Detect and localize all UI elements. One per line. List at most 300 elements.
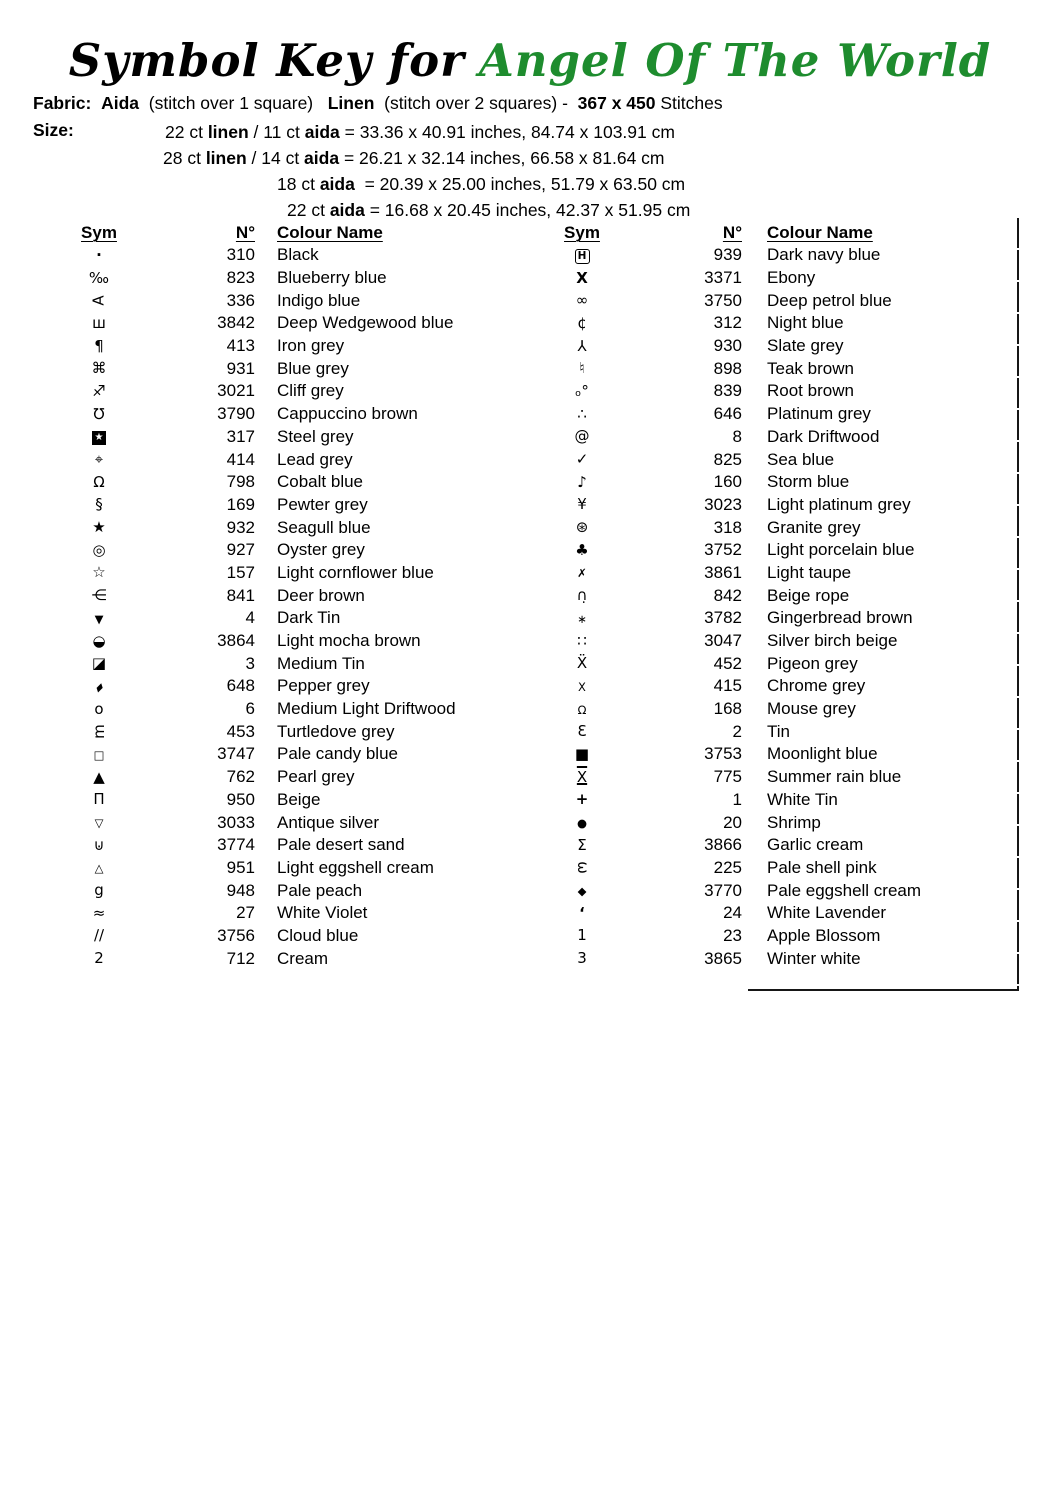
colour-name: Lead grey <box>277 449 353 469</box>
colour-name: White Lavender <box>767 903 887 923</box>
thread-number: 157 <box>226 562 255 582</box>
thread-number: 414 <box>226 449 255 469</box>
key-row <box>75 698 537 721</box>
stitch-symbol: ● <box>576 816 588 831</box>
colour-name: Apple Blossom <box>767 925 881 945</box>
colour-name: Teak brown <box>767 358 854 378</box>
key-row <box>558 584 994 607</box>
symbol-cell <box>75 452 123 467</box>
stitch-symbol: ■ <box>574 744 590 763</box>
colour-name: Dark Tin <box>277 608 341 628</box>
symbol-cell <box>558 903 606 922</box>
key-row <box>75 675 537 698</box>
size-line <box>287 197 690 223</box>
stitch-symbol: ✗ <box>577 566 587 581</box>
symbol-cell <box>75 792 123 807</box>
thread-number: 3782 <box>704 608 742 628</box>
symbol-cell <box>558 247 606 264</box>
colour-name: Mouse grey <box>767 699 856 719</box>
symbol-cell <box>75 245 123 264</box>
symbol-cell <box>558 540 606 559</box>
symbol-cell <box>75 336 123 355</box>
symbol-cell <box>75 860 123 875</box>
symbol-cell <box>75 381 123 400</box>
colour-name: Chrome grey <box>767 676 866 696</box>
symbol-cell <box>75 656 123 671</box>
key-row <box>75 244 537 267</box>
symbol-cell <box>75 268 123 287</box>
colour-name: Light taupe <box>767 562 852 582</box>
symbol-cell <box>75 631 123 650</box>
key-row <box>75 630 537 653</box>
key-row <box>558 471 994 494</box>
thread-number: 310 <box>226 245 255 265</box>
header-number: N° <box>235 222 255 242</box>
key-row <box>75 879 537 902</box>
text-segment: aida <box>329 200 365 220</box>
thread-number: 3371 <box>704 268 742 288</box>
stitch-symbol: ‘ <box>579 903 585 922</box>
symbol-cell <box>558 497 606 512</box>
key-row <box>75 857 537 880</box>
symbol-cell <box>75 361 123 376</box>
page-title <box>0 34 1060 87</box>
colour-name: Light platinum grey <box>767 494 911 514</box>
symbol-cell <box>75 883 123 898</box>
symbol-cell <box>75 497 123 512</box>
symbol-cell <box>75 428 123 445</box>
symbol-cell <box>75 951 123 966</box>
size-line <box>163 145 690 171</box>
symbol-cell <box>558 520 606 535</box>
thread-number: 452 <box>713 653 742 673</box>
key-header-row <box>558 221 994 244</box>
text-segment: 22 ct <box>165 122 208 142</box>
stitch-symbol: + <box>575 790 589 809</box>
colour-name: Platinum grey <box>767 404 871 424</box>
symbol-cell <box>558 744 606 763</box>
stitch-symbol: Ω <box>577 702 587 717</box>
text-segment: 28 ct <box>163 148 206 168</box>
symbol-cell <box>75 815 123 830</box>
thread-number: 1 <box>732 789 742 809</box>
colour-name: Pale desert sand <box>277 835 405 855</box>
key-row <box>558 607 994 630</box>
thread-number: 20 <box>723 812 742 832</box>
stitch-symbol: ℧ <box>93 404 105 423</box>
size-line <box>165 119 690 145</box>
thread-number: 2 <box>732 721 742 741</box>
key-row <box>75 720 537 743</box>
thread-number: 931 <box>226 358 255 378</box>
thread-number: 3023 <box>704 494 742 514</box>
colour-name: Silver birch beige <box>767 631 898 651</box>
symbol-cell <box>75 903 123 922</box>
symbol-cell <box>558 835 606 854</box>
thread-number: 4 <box>245 608 255 628</box>
colour-name: Light cornflower blue <box>277 562 434 582</box>
thread-number: 3864 <box>217 631 255 651</box>
stitch-symbol: ≈ <box>92 903 106 922</box>
key-row <box>558 766 994 789</box>
key-row <box>75 743 537 766</box>
thread-number: 3750 <box>704 290 742 310</box>
fabric-info-line <box>33 93 723 114</box>
symbol-cell <box>558 429 606 444</box>
key-row <box>75 289 537 312</box>
symbol-cell <box>558 631 606 650</box>
symbol-cell <box>75 565 123 580</box>
stitch-symbol: ★ <box>92 518 106 537</box>
stitch-symbol: Σ <box>577 835 587 854</box>
stitch-symbol: ♐ <box>92 381 106 400</box>
colour-name: Deep petrol blue <box>767 290 892 310</box>
thread-number: 3866 <box>704 835 742 855</box>
thread-number: 950 <box>226 789 255 809</box>
key-row <box>75 403 537 426</box>
key-row <box>558 448 994 471</box>
thread-number: 939 <box>713 245 742 265</box>
stitch-symbol: § <box>95 495 103 514</box>
symbol-cell <box>75 679 123 694</box>
thread-number: 3 <box>245 653 255 673</box>
key-row <box>558 426 994 449</box>
symbol-cell <box>558 404 606 423</box>
thread-number: 948 <box>226 880 255 900</box>
colour-name: Dark Driftwood <box>767 426 880 446</box>
thread-number: 898 <box>713 358 742 378</box>
thread-number: 823 <box>226 268 255 288</box>
thread-number: 3033 <box>217 812 255 832</box>
key-row <box>75 811 537 834</box>
stitch-symbol: ◪ <box>91 654 107 673</box>
key-row <box>75 652 537 675</box>
text-segment <box>91 93 101 113</box>
colour-name: Night blue <box>767 313 844 333</box>
colour-name: White Violet <box>277 903 368 923</box>
symbol-cell <box>75 540 123 559</box>
symbol-cell <box>75 724 123 739</box>
colour-name: Steel grey <box>277 426 354 446</box>
stitch-symbol: ⅄ <box>577 336 587 355</box>
key-row <box>558 698 994 721</box>
stitch-symbol: ✓ <box>575 450 589 469</box>
symbol-cell <box>558 883 606 898</box>
colour-name: Winter white <box>767 948 861 968</box>
key-row <box>558 630 994 653</box>
symbol-cell <box>75 767 123 786</box>
stitch-symbol: ♮ <box>579 359 585 378</box>
thread-number: 8 <box>732 426 742 446</box>
text-segment: linen <box>205 148 247 168</box>
key-row <box>558 539 994 562</box>
stitch-symbol: 3 <box>577 949 587 968</box>
stitch-symbol: △ <box>94 861 104 876</box>
key-row <box>558 289 994 312</box>
stitch-symbol: A <box>89 295 108 306</box>
colour-name: Beige <box>277 789 321 809</box>
text-segment: (stitch over 1 square) <box>139 93 328 113</box>
key-row <box>558 380 994 403</box>
symbol-cell <box>558 381 606 400</box>
text-segment: = 16.68 x 20.45 inches, 42.37 x 51.95 cm <box>364 200 691 220</box>
symbol-cell <box>558 268 606 287</box>
colour-name: Medium Light Driftwood <box>277 699 456 719</box>
stitch-symbol: X <box>578 679 586 694</box>
key-row <box>75 516 537 539</box>
stitch-symbol: ‰ <box>88 268 110 287</box>
stitch-symbol: Ɛ <box>577 722 587 741</box>
key-row <box>558 879 994 902</box>
thread-number: 453 <box>226 721 255 741</box>
text-segment: = 26.21 x 32.14 inches, 66.58 x 81.64 cm <box>339 148 665 168</box>
colour-name: Seagull blue <box>277 517 371 537</box>
stitch-symbol: · <box>96 245 102 264</box>
stitch-symbol: ⋲ <box>91 586 107 605</box>
colour-name: Storm blue <box>767 472 850 492</box>
key-row <box>75 380 537 403</box>
thread-number: 712 <box>226 948 255 968</box>
symbol-cell <box>75 588 123 603</box>
colour-name: Moonlight blue <box>767 744 878 764</box>
symbol-cell <box>558 679 606 694</box>
colour-name: Light mocha brown <box>277 631 421 651</box>
symbol-cell <box>558 702 606 717</box>
text-segment: = 20.39 x 25.00 inches, 51.79 x 63.50 cm <box>354 174 686 194</box>
stitch-symbol: ★ <box>92 431 106 445</box>
colour-name: Deep Wedgewood blue <box>277 313 454 333</box>
symbol-cell <box>558 767 606 786</box>
key-row <box>75 584 537 607</box>
colour-name: Tin <box>767 721 790 741</box>
colour-name: Iron grey <box>277 336 345 356</box>
key-row <box>558 743 994 766</box>
size-line <box>277 171 690 197</box>
key-row <box>558 789 994 812</box>
key-row <box>558 857 994 880</box>
symbol-cell <box>558 656 606 671</box>
thread-number: 3861 <box>704 562 742 582</box>
thread-number: 27 <box>236 903 255 923</box>
text-segment: Aida <box>101 93 140 113</box>
thread-number: 415 <box>713 676 742 696</box>
key-row <box>75 539 537 562</box>
symbol-cell <box>558 565 606 580</box>
stitch-symbol: □ <box>93 747 105 762</box>
key-row <box>558 562 994 585</box>
symbol-cell <box>558 452 606 467</box>
stitch-symbol: ₒ° <box>575 381 589 400</box>
thread-number: 3865 <box>704 948 742 968</box>
thread-number: 23 <box>723 925 742 945</box>
thread-number: 825 <box>713 449 742 469</box>
title-subject: Angel Of The World <box>478 34 992 87</box>
header-sym: Sym <box>564 223 600 242</box>
colour-name: White Tin <box>767 789 838 809</box>
thread-number: 646 <box>713 404 742 424</box>
symbol-cell <box>558 928 606 943</box>
colour-name: Pepper grey <box>277 676 370 696</box>
stitch-symbol: H <box>575 249 590 264</box>
text-segment: Fabric: <box>33 93 92 113</box>
key-row <box>75 471 537 494</box>
thread-number: 648 <box>226 676 255 696</box>
header-colour-name: Colour Name <box>277 222 383 242</box>
colour-name: Cloud blue <box>277 925 359 945</box>
key-row <box>75 448 537 471</box>
key-header-row <box>75 221 537 244</box>
text-segment: 18 ct <box>277 174 320 194</box>
symbol-cell <box>75 520 123 535</box>
colour-name: Pewter grey <box>277 494 368 514</box>
stitch-symbol: ∩̣ <box>576 586 588 605</box>
text-segment: 367 x 450 <box>577 93 656 113</box>
thread-number: 3021 <box>217 381 255 401</box>
colour-name: Turtledove grey <box>277 721 395 741</box>
colour-name: Indigo blue <box>277 290 361 310</box>
stitch-symbol: Ẍ <box>576 654 588 673</box>
table-border-bottom <box>748 989 1019 991</box>
symbol-cell <box>558 588 606 603</box>
symbol-cell <box>75 747 123 762</box>
symbol-cell <box>558 611 606 626</box>
stitch-symbol: ☆ <box>92 563 106 582</box>
key-row <box>558 267 994 290</box>
stitch-symbol: ◆ <box>577 884 587 899</box>
key-row <box>558 834 994 857</box>
key-row <box>75 766 537 789</box>
colour-name: Antique silver <box>277 812 380 832</box>
symbol-cell <box>75 611 123 626</box>
stitch-symbol: Π <box>93 790 105 809</box>
text-segment: (stitch over 2 squares) - <box>374 93 578 113</box>
thread-number: 336 <box>226 290 255 310</box>
thread-number: 841 <box>226 585 255 605</box>
thread-number: 225 <box>713 857 742 877</box>
symbol-cell <box>558 951 606 966</box>
thread-number: 312 <box>713 313 742 333</box>
thread-number: 798 <box>226 472 255 492</box>
key-row <box>75 607 537 630</box>
text-segment: Stitches <box>655 93 723 113</box>
colour-name: Pale peach <box>277 880 363 900</box>
stitch-symbol: ⊛ <box>575 518 589 537</box>
text-segment: linen <box>207 122 249 142</box>
text-segment: Linen <box>327 93 375 113</box>
symbol-cell <box>558 336 606 355</box>
symbol-cell <box>75 313 123 332</box>
header-colour-name: Colour Name <box>767 222 873 242</box>
stitch-symbol: ▼ <box>94 611 104 626</box>
text-segment: aida <box>304 148 340 168</box>
key-row <box>558 494 994 517</box>
colour-name: Summer rain blue <box>767 767 902 787</box>
colour-name: Beige rope <box>767 585 850 605</box>
symbol-cell <box>558 293 606 308</box>
text-segment: aida <box>319 174 355 194</box>
stitch-symbol: ∞ <box>575 291 589 310</box>
thread-number: 3753 <box>704 744 742 764</box>
colour-name: Pearl grey <box>277 767 355 787</box>
colour-name: Cliff grey <box>277 381 344 401</box>
key-row <box>75 902 537 925</box>
header-number: N° <box>722 222 742 242</box>
thread-number: 930 <box>713 336 742 356</box>
stitch-symbol: ш <box>92 313 106 332</box>
stitch-symbol: ⊍ <box>93 835 105 854</box>
key-row <box>75 267 537 290</box>
thread-number: 168 <box>713 699 742 719</box>
symbol-key-column-right <box>558 221 994 970</box>
key-row <box>75 426 537 449</box>
symbol-cell <box>75 472 123 491</box>
symbol-cell <box>558 860 606 875</box>
thread-number: 413 <box>226 336 255 356</box>
thread-number: 3770 <box>704 880 742 900</box>
thread-number: 3774 <box>217 835 255 855</box>
size-label: Size: <box>33 120 74 140</box>
stitch-symbol: m <box>89 724 108 740</box>
key-row <box>558 403 994 426</box>
stitch-symbol: ▽ <box>94 816 104 831</box>
thread-number: 951 <box>226 857 255 877</box>
symbol-cell <box>558 472 606 491</box>
stitch-symbol: 2 <box>94 949 104 968</box>
thread-number: 317 <box>226 426 255 446</box>
colour-name: Cobalt blue <box>277 472 364 492</box>
key-row <box>75 312 537 335</box>
colour-name: Granite grey <box>767 517 861 537</box>
thread-number: 3747 <box>217 744 255 764</box>
text-segment: aida <box>304 122 340 142</box>
table-border-right <box>1017 218 1019 991</box>
thread-number: 318 <box>713 517 742 537</box>
symbol-cell <box>75 293 123 308</box>
colour-name: Pale eggshell cream <box>767 880 922 900</box>
colour-name: Garlic cream <box>767 835 864 855</box>
header-sym: Sym <box>81 223 117 242</box>
colour-name: Root brown <box>767 381 854 401</box>
key-row <box>75 357 537 380</box>
thread-number: 932 <box>226 517 255 537</box>
stitch-symbol: ∴ <box>577 404 587 423</box>
colour-name: Blueberry blue <box>277 268 387 288</box>
key-row <box>75 925 537 948</box>
stitch-symbol: ∗ <box>577 611 587 626</box>
thread-number: 3842 <box>217 313 255 333</box>
key-row <box>75 562 537 585</box>
colour-name: Medium Tin <box>277 653 365 673</box>
thread-number: 160 <box>713 472 742 492</box>
thread-number: 3752 <box>704 540 742 560</box>
stitch-symbol: ω <box>573 861 592 875</box>
thread-number: 839 <box>713 381 742 401</box>
key-row <box>558 652 994 675</box>
symbol-cell <box>75 404 123 423</box>
size-lines <box>0 119 690 223</box>
stitch-symbol: ▰ <box>90 679 107 696</box>
stitch-symbol: ◎ <box>92 540 106 559</box>
text-segment: / 14 ct <box>246 148 305 168</box>
thread-number: 24 <box>723 903 742 923</box>
stitch-symbol: ♣ <box>575 540 589 559</box>
colour-name: Sea blue <box>767 449 835 469</box>
thread-number: 842 <box>713 585 742 605</box>
stitch-symbol: ∕∕ <box>93 926 105 945</box>
stitch-symbol: ¥ <box>577 495 587 514</box>
stitch-symbol: g <box>94 881 104 900</box>
symbol-cell <box>558 313 606 332</box>
